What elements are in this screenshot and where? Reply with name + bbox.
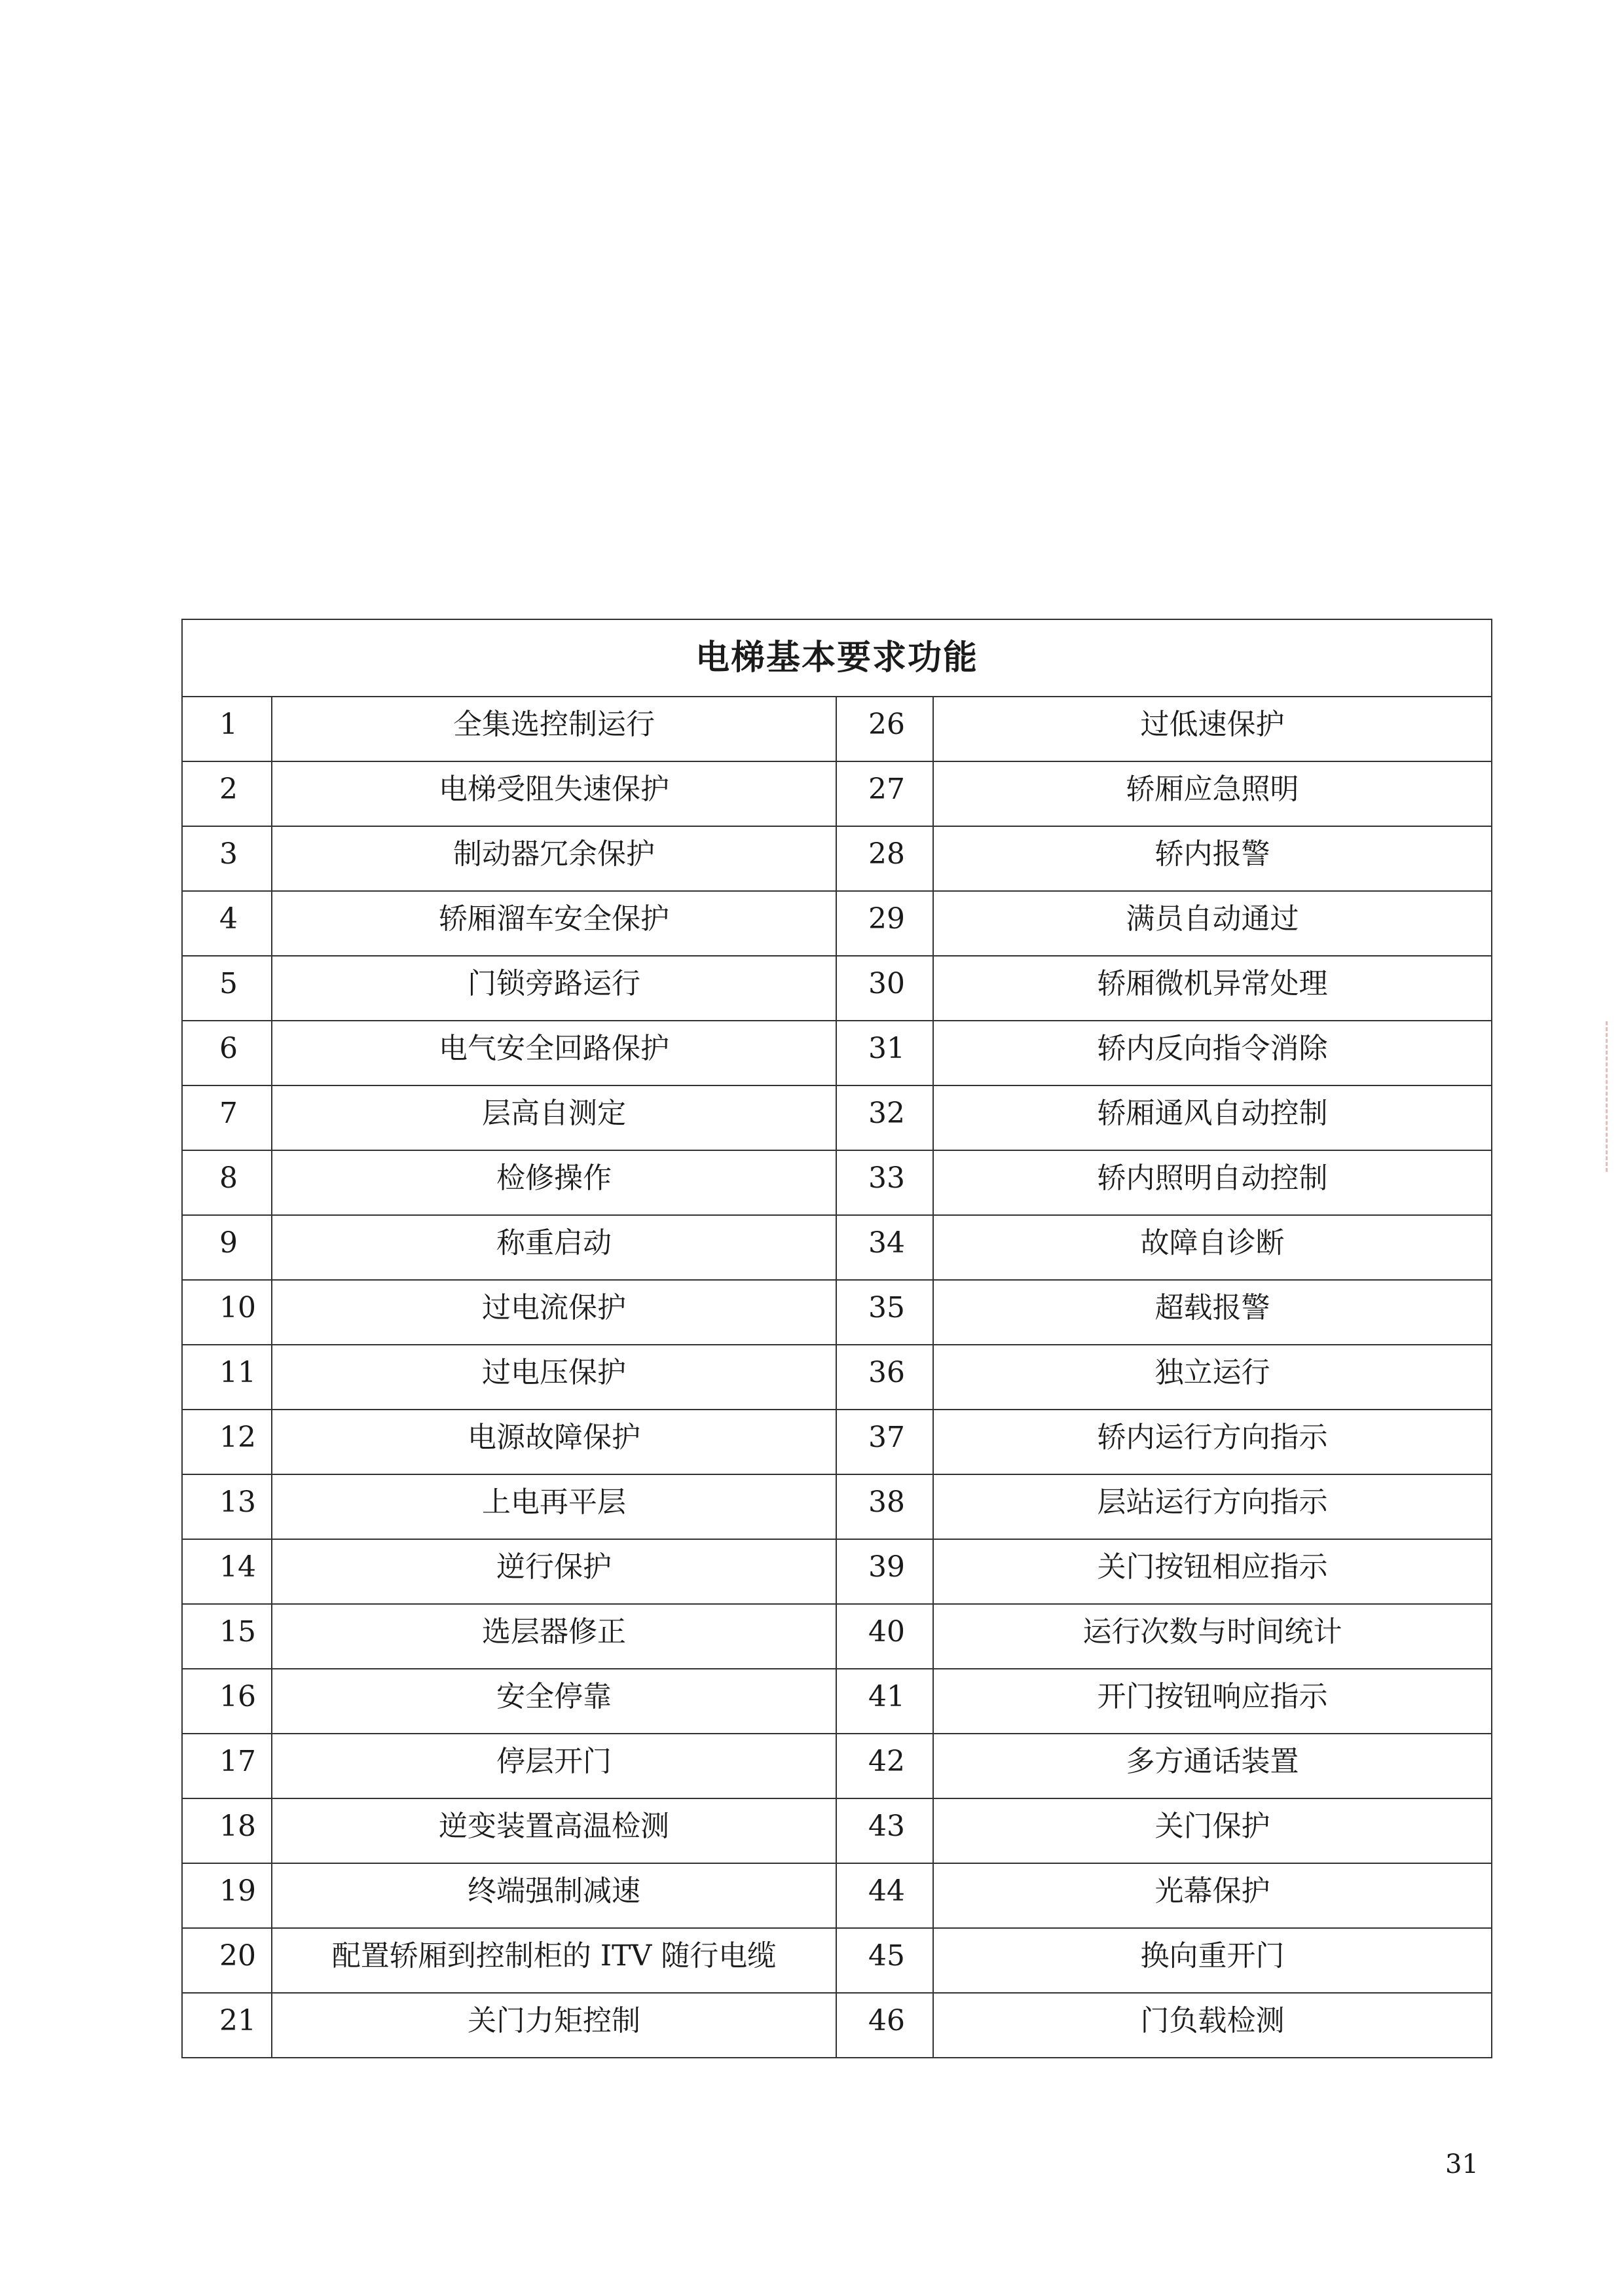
item-number: 2 (182, 761, 272, 826)
item-function: 多方通话装置 (933, 1734, 1492, 1798)
item-function: 满员自动通过 (933, 891, 1492, 956)
item-function: 关门按钮相应指示 (933, 1539, 1492, 1604)
item-function: 关门力矩控制 (272, 1993, 836, 2058)
item-number: 28 (836, 826, 933, 891)
item-number: 42 (836, 1734, 933, 1798)
item-function: 配置轿厢到控制柜的 ITV 随行电缆 (272, 1928, 836, 1993)
item-number: 11 (182, 1345, 272, 1410)
item-function: 门负载检测 (933, 1993, 1492, 2058)
item-function: 检修操作 (272, 1150, 836, 1215)
item-number: 27 (836, 761, 933, 826)
item-function: 逆行保护 (272, 1539, 836, 1604)
item-function: 独立运行 (933, 1345, 1492, 1410)
item-function: 轿内运行方向指示 (933, 1410, 1492, 1474)
table-row (182, 697, 1492, 761)
table-row (182, 956, 1492, 1021)
item-number: 43 (836, 1798, 933, 1863)
item-number: 32 (836, 1085, 933, 1150)
item-function: 门锁旁路运行 (272, 956, 836, 1021)
item-number: 39 (836, 1539, 933, 1604)
item-number: 10 (182, 1280, 272, 1345)
table-row (182, 1021, 1492, 1085)
item-function: 制动器冗余保护 (272, 826, 836, 891)
item-number: 14 (182, 1539, 272, 1604)
item-function: 逆变装置高温检测 (272, 1798, 836, 1863)
item-function: 轿厢应急照明 (933, 761, 1492, 826)
table-title-row (182, 619, 1492, 697)
item-number: 6 (182, 1021, 272, 1085)
item-function: 轿内报警 (933, 826, 1492, 891)
item-number: 18 (182, 1798, 272, 1863)
item-function: 轿厢通风自动控制 (933, 1085, 1492, 1150)
item-function: 电气安全回路保护 (272, 1021, 836, 1085)
item-function: 选层器修正 (272, 1604, 836, 1669)
item-number: 4 (182, 891, 272, 956)
item-number: 16 (182, 1669, 272, 1734)
item-function: 轿厢微机异常处理 (933, 956, 1492, 1021)
table-row (182, 761, 1492, 826)
table-row (182, 1604, 1492, 1669)
item-number: 30 (836, 956, 933, 1021)
item-number: 36 (836, 1345, 933, 1410)
item-function: 安全停靠 (272, 1669, 836, 1734)
item-function: 运行次数与时间统计 (933, 1604, 1492, 1669)
item-number: 5 (182, 956, 272, 1021)
item-number: 41 (836, 1669, 933, 1734)
item-number: 31 (836, 1021, 933, 1085)
table-row (182, 1928, 1492, 1993)
item-number: 3 (182, 826, 272, 891)
item-number: 15 (182, 1604, 272, 1669)
item-number: 20 (182, 1928, 272, 1993)
item-function: 终端强制减速 (272, 1863, 836, 1928)
item-function: 称重启动 (272, 1215, 836, 1280)
item-function: 换向重开门 (933, 1928, 1492, 1993)
table-row (182, 1215, 1492, 1280)
item-number: 17 (182, 1734, 272, 1798)
item-function: 电源故障保护 (272, 1410, 836, 1474)
table-row (182, 1798, 1492, 1863)
item-number: 12 (182, 1410, 272, 1474)
seal-edge-mark (1606, 1021, 1614, 1172)
item-function: 过低速保护 (933, 697, 1492, 761)
item-function: 故障自诊断 (933, 1215, 1492, 1280)
elevator-function-table (181, 619, 1492, 2058)
item-function: 轿内反向指令消除 (933, 1021, 1492, 1085)
item-number: 33 (836, 1150, 933, 1215)
table-row (182, 1474, 1492, 1539)
table-row (182, 1734, 1492, 1798)
item-function: 轿内照明自动控制 (933, 1150, 1492, 1215)
item-function: 全集选控制运行 (272, 697, 836, 761)
item-function: 轿厢溜车安全保护 (272, 891, 836, 956)
item-number: 13 (182, 1474, 272, 1539)
page-number: 31 (1445, 2149, 1479, 2179)
table-row (182, 1863, 1492, 1928)
item-number: 44 (836, 1863, 933, 1928)
item-number: 19 (182, 1863, 272, 1928)
table-row (182, 1085, 1492, 1150)
item-number: 29 (836, 891, 933, 956)
table-row (182, 826, 1492, 891)
item-function: 层站运行方向指示 (933, 1474, 1492, 1539)
item-function: 停层开门 (272, 1734, 836, 1798)
item-number: 1 (182, 697, 272, 761)
item-number: 45 (836, 1928, 933, 1993)
item-function: 关门保护 (933, 1798, 1492, 1863)
table-row (182, 1410, 1492, 1474)
item-number: 35 (836, 1280, 933, 1345)
item-function: 上电再平层 (272, 1474, 836, 1539)
table-row (182, 1280, 1492, 1345)
item-number: 7 (182, 1085, 272, 1150)
item-number: 37 (836, 1410, 933, 1474)
item-number: 34 (836, 1215, 933, 1280)
item-number: 9 (182, 1215, 272, 1280)
table-row (182, 1993, 1492, 2058)
table-row (182, 1669, 1492, 1734)
item-number: 40 (836, 1604, 933, 1669)
item-number: 38 (836, 1474, 933, 1539)
item-function: 层高自测定 (272, 1085, 836, 1150)
table-row (182, 1345, 1492, 1410)
item-function: 电梯受阻失速保护 (272, 761, 836, 826)
table-title: 电梯基本要求功能 (182, 619, 1492, 697)
table-row (182, 1150, 1492, 1215)
item-number: 26 (836, 697, 933, 761)
item-number: 21 (182, 1993, 272, 2058)
table-row (182, 1539, 1492, 1604)
item-function: 光幕保护 (933, 1863, 1492, 1928)
item-function: 超载报警 (933, 1280, 1492, 1345)
item-function: 过电流保护 (272, 1280, 836, 1345)
item-number: 8 (182, 1150, 272, 1215)
item-function: 开门按钮响应指示 (933, 1669, 1492, 1734)
item-function: 过电压保护 (272, 1345, 836, 1410)
item-number: 46 (836, 1993, 933, 2058)
table-row (182, 891, 1492, 956)
